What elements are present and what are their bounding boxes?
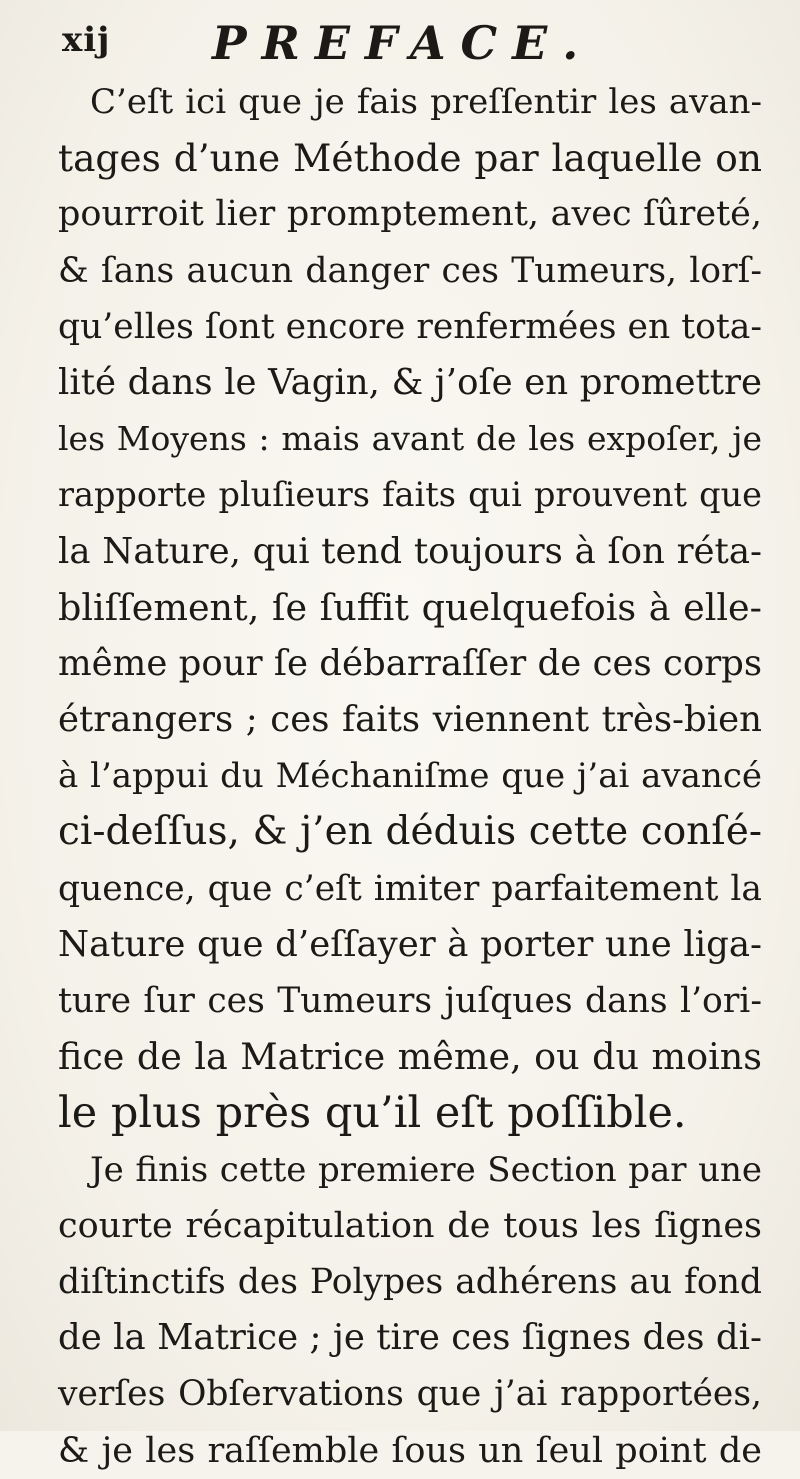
text-line: à l’appui du Méchaniſme que j’ai avancé [58, 756, 762, 797]
text-line: la Nature, qui tend toujours à ſon réta- [58, 530, 762, 572]
text-line: ture ſur ces Tumeurs juſques dans l’ori- [58, 981, 762, 1021]
text-line: de la Matrice ; je tire ces ſignes des di- [58, 1317, 762, 1359]
text-line: rapporte pluſieurs faits qui prouvent que [58, 475, 762, 515]
running-title: PREFACE. [212, 16, 594, 70]
body-text [58, 74, 762, 1479]
page-header [62, 14, 762, 74]
text-line: fice de la Matrice même, ou du moins [58, 1035, 762, 1079]
text-line: pourroit lier promptement, avec ſûreté, [58, 194, 762, 235]
page-number: xij [62, 20, 111, 60]
text-line: même pour ſe débarraſſer de ces corps [58, 642, 763, 684]
text-line: les Moyens : mais avant de les expoſer, je [58, 419, 762, 459]
text-line: diſtinctifs des Polypes adhérens au fond [58, 1261, 762, 1302]
text-line: lité dans le Vagin, & j’oſe en promettre [58, 361, 762, 403]
text-line: courte récapitulation de tous les ſignes [58, 1205, 762, 1246]
text-line: qu’elles ſont encore renfermées en tota- [58, 306, 762, 347]
text-line: étrangers ; ces faits viennent très-bien [58, 699, 762, 741]
text-line: & je les raſſemble ſous un ſeul point de [58, 1430, 762, 1471]
text-line: ci-deſſus, & j’en déduis cette conſé- [58, 809, 762, 855]
text-line: & ſans aucun danger ces Tumeurs, lorſ- [58, 250, 762, 291]
text-line: Nature que d’eſſayer à porter une liga- [58, 923, 762, 965]
text-line: tages d’une Méthode par laquelle on [58, 136, 762, 181]
text-line: C’eſt ici que je fais preſſentir les avan- [90, 82, 762, 122]
text-line: le plus près qu’il eſt poſſible. [58, 1088, 687, 1139]
text-line: Je finis cette premiere Section par une [90, 1149, 762, 1190]
text-line: verſes Obſervations que j’ai rapportées, [58, 1374, 762, 1415]
text-line: bliſſement, ſe ſuffit quelquefois à elle- [58, 585, 762, 629]
text-line: quence, que c’eſt imiter parfaitement la [58, 868, 762, 909]
